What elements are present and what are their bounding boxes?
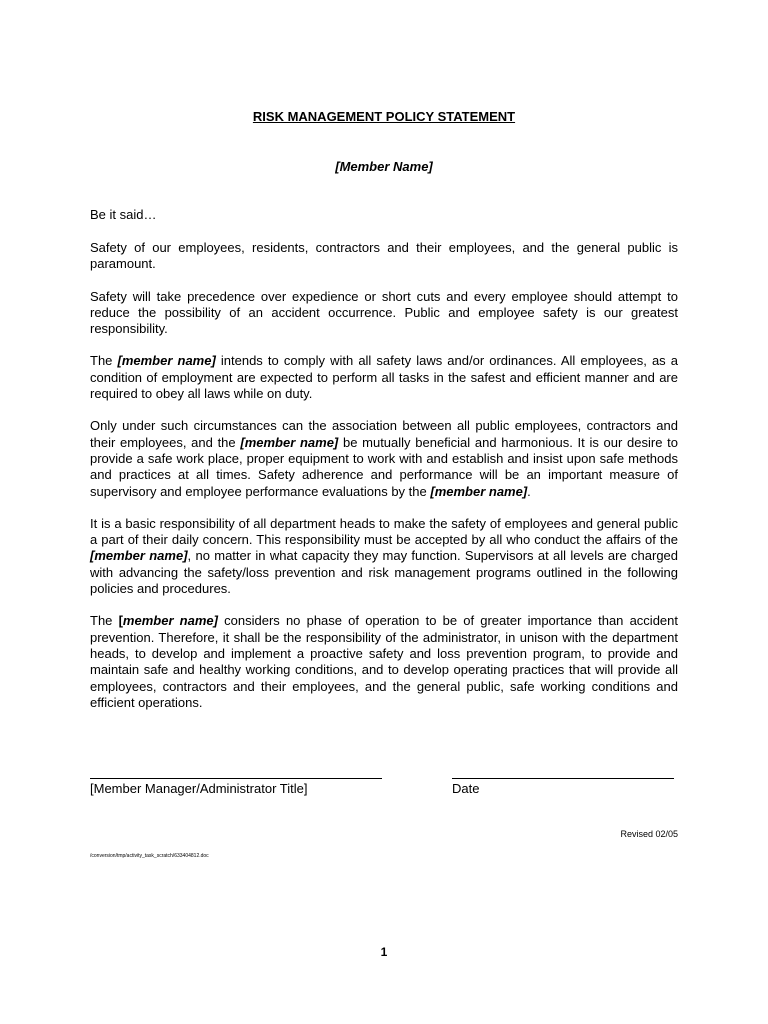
paragraph-6-text-2: considers no phase of operation to be of greater importance than accident prevention. Therefore, it shall be the responsibility of the administrator, in unison with the department heads, to develop and implement a proactive safety and loss prevention program, to provide and maintain safe and healthy working conditions, and to develop operating practices that will provide all employees, contractors and their employees, and the general public, safe working conditions and efficient operations. bbox=[90, 613, 678, 710]
document-title: RISK MANAGEMENT POLICY STATEMENT bbox=[252, 109, 516, 124]
member-name-placeholder: [member name] bbox=[240, 434, 339, 450]
paragraph-2: Safety will take precedence over expedience or short cuts and every employee should attempt to reduce the possibility of an accident occurrence. Public and employee safety is our greatest responsibility. bbox=[90, 288, 678, 337]
page-number: 1 bbox=[380, 945, 388, 959]
member-name-placeholder: member name] bbox=[122, 613, 218, 629]
paragraph-5 bbox=[90, 516, 678, 597]
signature-title-label: [Member Manager/Administrator Title] bbox=[90, 781, 308, 796]
paragraph-4 bbox=[90, 418, 678, 499]
member-name-placeholder: [member name] bbox=[90, 548, 188, 564]
paragraph-5-text-1: It is a basic responsibility of all department heads to make the safety of employees and general public a part of their daily concern. This responsibility must be accepted by all who conduct the affairs of the bbox=[90, 515, 678, 548]
opening-line bbox=[90, 207, 678, 239]
paragraph-4-text-1: Only under such circumstances can the association between all public employees, contractors and their employees, and the bbox=[90, 418, 678, 450]
file-path-footer: /conversion/tmp/activity_task_scratch/633404812.doc bbox=[90, 853, 209, 859]
paragraph-1: Safety of our employees, residents, contractors and their employees, and the general public is paramount. bbox=[90, 240, 678, 272]
signature-date-label: Date bbox=[452, 781, 480, 796]
policy-body bbox=[90, 240, 678, 727]
signature-line-title bbox=[90, 778, 382, 779]
paragraph-3 bbox=[90, 353, 678, 402]
opening-text: Be it said… bbox=[90, 207, 157, 222]
paragraph-3-text-2: intends to comply with all safety laws and/or ordinances. All employees, as a condition of employment are expected to perform all tasks in the safest and efficient manner and are required to obey all laws while on duty. bbox=[90, 353, 678, 402]
bracket-open: [ bbox=[118, 613, 123, 629]
paragraph-6 bbox=[90, 613, 678, 711]
paragraph-3-text-1: The bbox=[90, 353, 118, 369]
signature-line-date bbox=[452, 778, 674, 779]
member-name-placeholder: [member name] bbox=[117, 353, 216, 369]
paragraph-6-text-1: The bbox=[90, 613, 119, 629]
member-name-heading: [Member Name] bbox=[335, 159, 433, 174]
paragraph-4-text-2: be mutually beneficial and harmonious. It is our desire to provide a safe work place, proper equipment to work with and establish and insist upon safe methods and practices at all times. Safety adherence and performance will be an important measure of supervisory and employee performance evaluations by the bbox=[90, 434, 678, 499]
revision-note: Revised 02/05 bbox=[620, 829, 678, 839]
member-name-placeholder: [member name] bbox=[430, 483, 528, 499]
paragraph-5-text-2: , no matter in what capacity they may function. Supervisors at all levels are charged with advancing the safety/loss prevention and risk management programs outlined in the following policies and procedures. bbox=[90, 548, 679, 597]
paragraph-4-text-3: . bbox=[527, 483, 531, 499]
